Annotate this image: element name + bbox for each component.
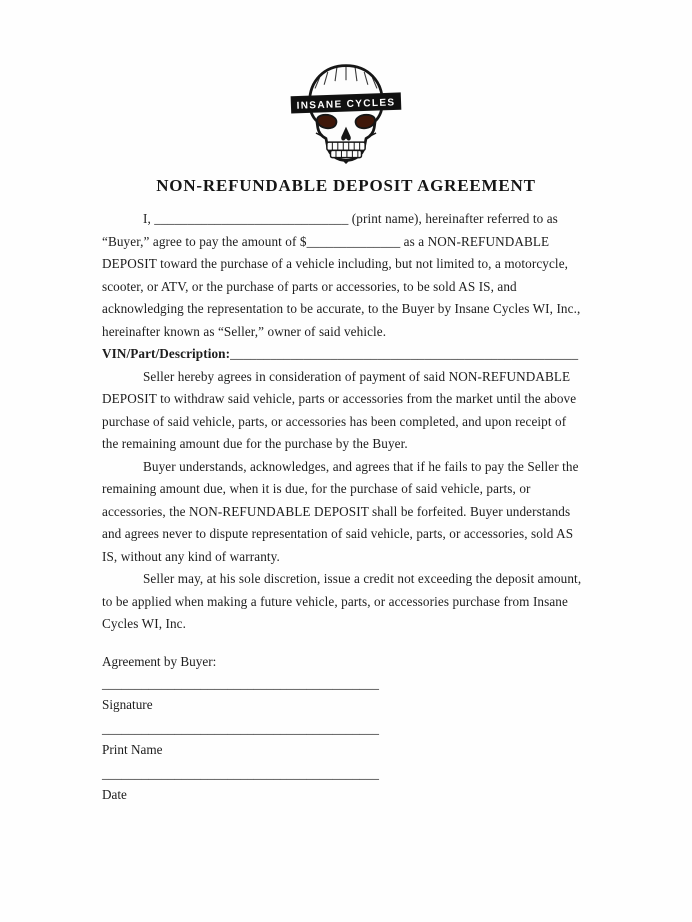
body-line: Seller hereby agrees in consideration of payment of said NON-REFUNDABLE: [143, 368, 571, 384]
signature-field: [102, 673, 602, 717]
print-name-field: [102, 718, 602, 762]
body-line: the remaining amount due for the purchase by the Buyer.: [102, 436, 408, 451]
body-line: hereinafter known as “Seller,” owner of said vehicle.: [102, 323, 387, 339]
logo-banner-text: INSANE CYCLES: [296, 97, 396, 112]
body-line: “Buyer,” agree to pay the amount of $______________ as a NON-REFUNDABLE: [102, 233, 550, 249]
signature-block: [102, 673, 602, 807]
vin-line: [102, 343, 602, 366]
body-line: DEPOSIT to withdraw said vehicle, parts or accessories from the market until the above: [102, 391, 577, 406]
body-line: Cycles WI, Inc.: [102, 616, 187, 631]
body-line: purchase of said vehicle, parts, or accessories has been completed, and upon receipt of: [102, 413, 567, 429]
body-line: DEPOSIT toward the purchase of a vehicle including, but not limited to, a motorcycle,: [102, 256, 569, 271]
body-line: to be applied when making a future vehicle, parts, or accessories purchase from Insane: [102, 593, 568, 609]
print-name-label: Print Name: [102, 742, 163, 757]
body-line: remaining amount due, when it is due, for the purchase of said vehicle, parts, or: [102, 481, 531, 496]
vin-blank-field: ____________________________________________________: [230, 346, 579, 361]
agreement-by-buyer-label: Agreement by Buyer:: [102, 653, 217, 669]
print-name-blank-line: __________________________________________: [102, 721, 379, 736]
body-line: Buyer understands, acknowledges, and agrees that if he fails to pay the Seller the: [143, 458, 579, 474]
signature-label: Signature: [102, 697, 153, 712]
date-field: [102, 763, 602, 807]
document-body: [0, 208, 602, 807]
insane-cycles-skull-logo: [283, 62, 409, 164]
body-line: and agrees never to dispute representation of said vehicle, parts, or accessories, sold AS: [102, 526, 574, 541]
teeth: [327, 142, 365, 157]
signature-blank-line: __________________________________________: [102, 676, 379, 691]
document-title: NON-REFUNDABLE DEPOSIT AGREEMENT: [156, 176, 536, 195]
body-line: Seller may, at his sole discretion, issue a credit not exceeding the deposit amount,: [143, 571, 582, 586]
body-line: accessories, the NON-REFUNDABLE DEPOSIT shall be forfeited. Buyer understands: [102, 503, 571, 519]
date-blank-line: __________________________________________: [102, 766, 379, 781]
body-line: I, _____________________________ (print name), hereinafter referred to as: [143, 211, 558, 226]
vin-label: VIN/Part/Description:: [102, 346, 231, 361]
date-label: Date: [102, 787, 127, 802]
body-line: IS, without any kind of warranty.: [102, 548, 280, 564]
logo-banner: [291, 93, 401, 113]
left-eye-socket: [317, 115, 336, 128]
body-line: scooter, or ATV, or the purchase of parts or accessories, to be sold AS IS, and: [102, 278, 517, 294]
right-eye-socket: [356, 115, 375, 128]
body-line: acknowledging the representation to be accurate, to the Buyer by Insane Cycles WI, Inc.,: [102, 301, 581, 316]
